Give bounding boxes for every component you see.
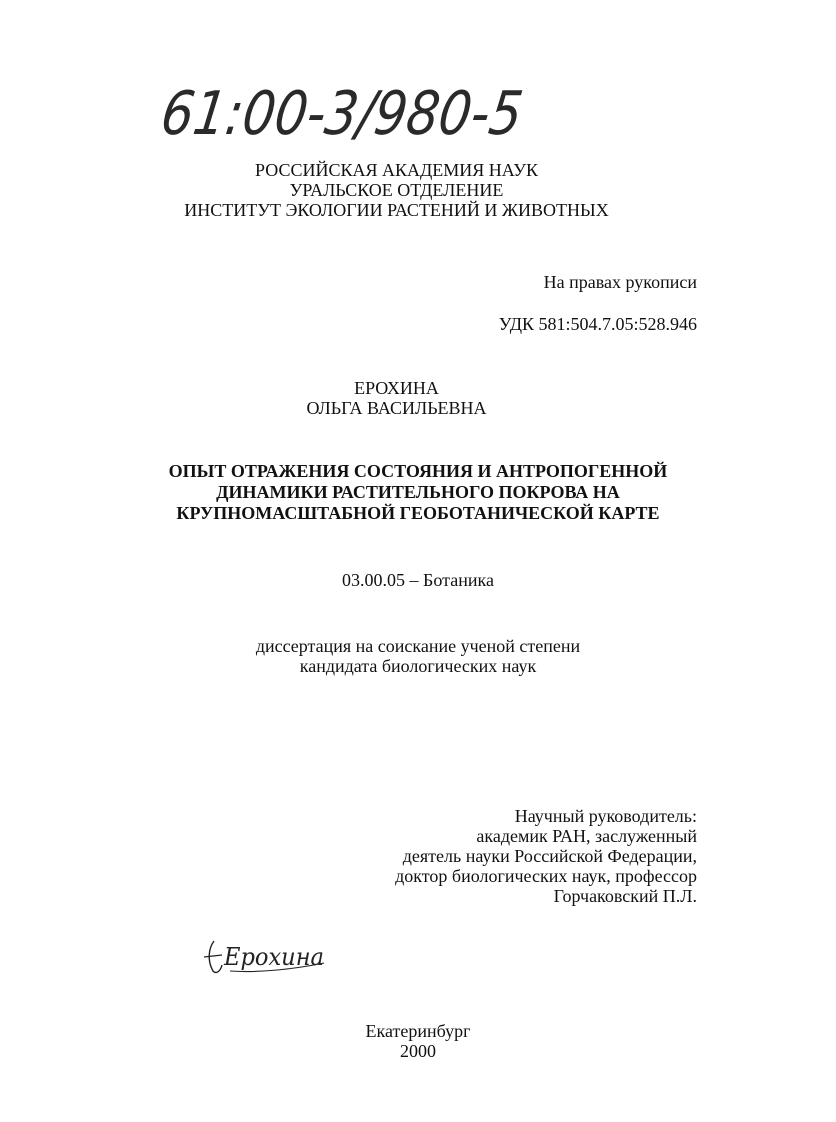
- specialty-code: 03.00.05 – Ботаника: [342, 570, 494, 590]
- dissertation-line-1: диссертация на соискание ученой степени: [255, 636, 581, 656]
- manuscript-rights-note: На правах рукописи: [543, 272, 697, 292]
- advisor-title-3: доктор биологических наук, профессор: [395, 866, 697, 886]
- institution-line-institute: ИНСТИТУТ ЭКОЛОГИИ РАСТЕНИЙ И ЖИВОТНЫХ: [184, 200, 609, 220]
- advisor-name: Горчаковский П.Л.: [553, 886, 697, 906]
- scientific-advisor: [0, 806, 697, 906]
- year: 2000: [400, 1041, 436, 1061]
- author-signature: [200, 935, 330, 980]
- signature-text: Ерохина: [223, 943, 324, 971]
- city: Екатеринбург: [365, 1021, 471, 1041]
- udc-code: УДК 581:504.7.05:528.946: [498, 314, 697, 334]
- thesis-title-line-2: ДИНАМИКИ РАСТИТЕЛЬНОГО ПОКРОВА НА: [216, 482, 620, 502]
- author-given-names: ОЛЬГА ВАСИЛЬЕВНА: [306, 398, 487, 418]
- advisor-title-1: академик РАН, заслуженный: [476, 826, 697, 846]
- institution-line-branch: УРАЛЬСКОЕ ОТДЕЛЕНИЕ: [289, 180, 504, 200]
- dissertation-degree: [0, 636, 836, 676]
- thesis-title: [0, 461, 836, 524]
- author-block: [0, 378, 793, 418]
- thesis-title-line-3: КРУПНОМАСШТАБНОЙ ГЕОБОТАНИЧЕСКОЙ КАРТЕ: [176, 503, 660, 523]
- archive-number-text: 61:00-3/980-5: [156, 79, 594, 149]
- place-and-year: [0, 1021, 836, 1061]
- dissertation-line-2: кандидата биологических наук: [299, 656, 537, 676]
- author-surname: ЕРОХИНА: [354, 378, 439, 398]
- institution-line-academy: РОССИЙСКАЯ АКАДЕМИЯ НАУК: [255, 160, 538, 180]
- institution-block: [0, 160, 793, 220]
- advisor-heading: Научный руководитель:: [514, 806, 697, 826]
- thesis-title-line-1: ОПЫТ ОТРАЖЕНИЯ СОСТОЯНИЯ И АНТРОПОГЕННОЙ: [168, 461, 668, 481]
- advisor-title-2: деятель науки Российской Федерации,: [402, 846, 697, 866]
- handwritten-archive-number: [156, 70, 594, 160]
